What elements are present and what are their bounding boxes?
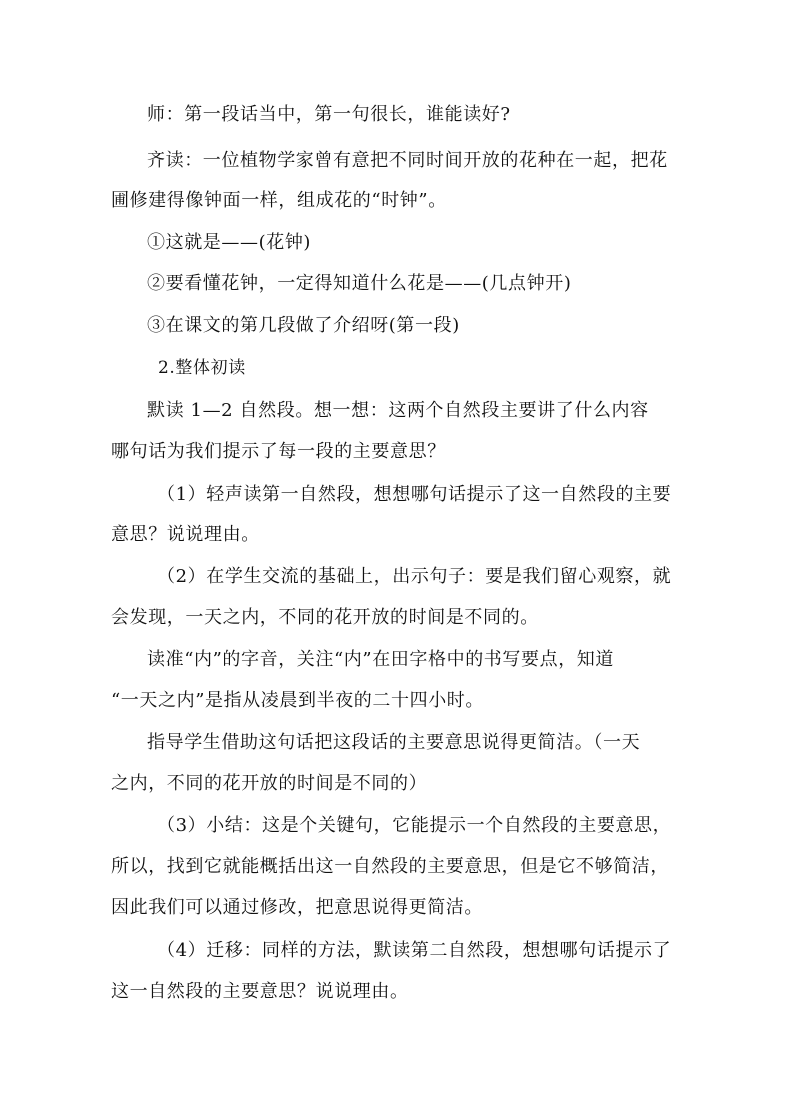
section-heading: 2.整体初读	[158, 358, 246, 378]
dialogue-teacher-question: 师：第一段话当中，第一句很长，谁能读好?	[147, 104, 511, 125]
dialogue-class-reading: 齐读：一位植物学家曾有意把不同时间开放的花种在一起，把花	[147, 150, 668, 171]
step-2: （2）在学生交流的基础上，出示句子：要是我们留心观察，就	[157, 566, 672, 587]
paragraph-guidance: 指导学生借助这句话把这段话的主要意思说得更简洁。（一天	[147, 732, 641, 753]
step-2-cont: 会发现，一天之内，不同的花开放的时间是不同的。	[111, 607, 539, 628]
step-4-cont: 这一自然段的主要意思？说说理由。	[111, 981, 409, 1002]
paragraph-silent-reading-cont: 哪句话为我们提示了每一段的主要意思？	[111, 441, 446, 462]
step-1: （1）轻声读第一自然段，想想哪句话提示了这一自然段的主要	[157, 484, 672, 505]
paragraph-guidance-cont: 之内，不同的花开放的时间是不同的）	[111, 773, 428, 794]
step-1-cont: 意思？说说理由。	[111, 524, 260, 545]
prompt-item-3: ③在课文的第几段做了介绍呀(第一段)	[147, 315, 460, 336]
paragraph-silent-reading: 默读 1—2 自然段。想一想：这两个自然段主要讲了什么内容	[147, 400, 649, 421]
step-3-cont: 所以，找到它就能概括出这一自然段的主要意思，但是它不够简洁，	[111, 856, 669, 877]
prompt-item-1: ①这就是——(花钟)	[147, 232, 312, 253]
dialogue-class-reading-cont: 圃修建得像钟面一样，组成花的“时钟”。	[111, 190, 447, 211]
paragraph-pronunciation: 读准“内”的字音，关注“内”在田字格中的书写要点，知道	[147, 649, 615, 670]
prompt-item-2: ②要看懂花钟，一定得知道什么花是——(几点钟开)	[147, 273, 572, 294]
step-3: （3）小结：这是个关键句，它能提示一个自然段的主要意思，	[157, 815, 672, 836]
step-3-cont-2: 因此我们可以通过修改，把意思说得更简洁。	[111, 897, 483, 918]
step-4: （4）迁移：同样的方法，默读第二自然段，想想哪句话提示了	[157, 940, 672, 961]
paragraph-pronunciation-cont: “一天之内”是指从凌晨到半夜的二十四小时。	[111, 690, 485, 711]
